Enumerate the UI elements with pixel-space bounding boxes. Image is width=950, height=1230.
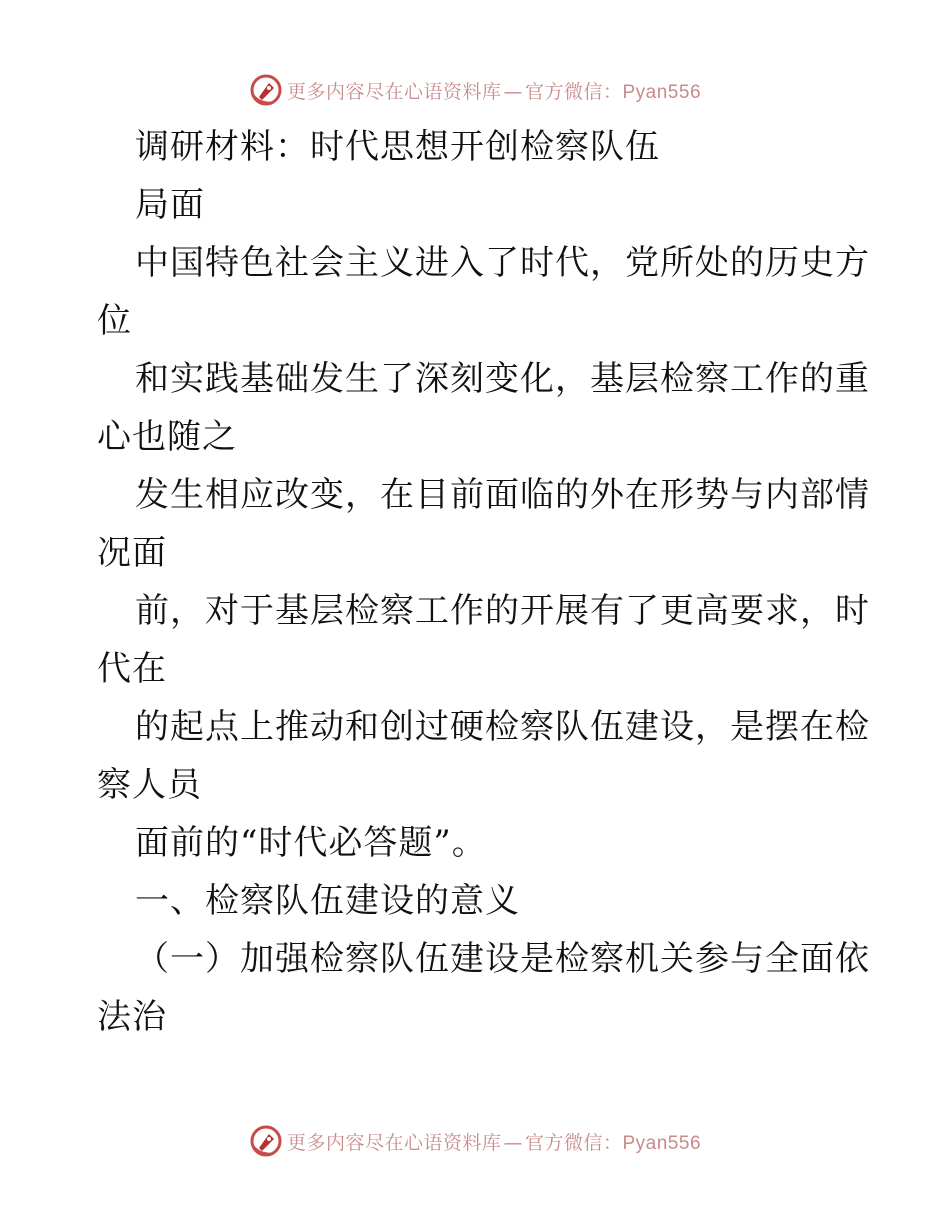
document-body [97, 118, 870, 1046]
paragraph-line: 察人员 [97, 765, 202, 805]
paragraph-line: 中国特色社会主义进入了时代，党所处的历史方 [135, 243, 870, 283]
pen-nib-logo-icon [249, 73, 283, 107]
paragraph-line: 法治 [97, 997, 167, 1037]
watermark-site-name: 更多内容尽在心语资料库 [286, 80, 502, 103]
watermark-text [287, 77, 701, 104]
paragraph-line: 代在 [97, 649, 167, 689]
paragraph-line: 的起点上推动和创过硬检察队伍建设，是摆在检 [135, 707, 870, 747]
paragraph-line: 发生相应改变，在目前面临的外在形势与内部情 [135, 475, 870, 515]
paragraph-line: 一、检察队伍建设的意义 [135, 881, 520, 921]
pen-nib-logo-icon [249, 1124, 283, 1158]
paragraph-line: 局面 [135, 185, 205, 225]
watermark-wechat-id: Pyan556 [622, 1132, 702, 1154]
watermark-wechat-label: 官方微信： [524, 80, 623, 103]
header-watermark [0, 70, 950, 110]
paragraph-line: 前，对于基层检察工作的开展有了更高要求，时 [135, 591, 870, 631]
watermark-wechat-label: 官方微信： [524, 1131, 623, 1154]
paragraph-line: 况面 [97, 533, 167, 573]
paragraph-line: （一）加强检察队伍建设是检察机关参与全面依 [135, 939, 870, 979]
paragraph-line: 位 [97, 301, 132, 341]
watermark-dash: — [503, 80, 523, 103]
paragraph-line: 心也随之 [97, 417, 237, 457]
footer-watermark [0, 1121, 950, 1161]
watermark-text [287, 1128, 701, 1155]
paragraph-line: 调研材料：时代思想开创检察队伍 [135, 127, 660, 167]
watermark-site-name: 更多内容尽在心语资料库 [286, 1131, 502, 1154]
paragraph-line: 和实践基础发生了深刻变化，基层检察工作的重 [135, 359, 870, 399]
watermark-wechat-id: Pyan556 [622, 81, 702, 103]
paragraph-line: 面前的“时代必答题”。 [135, 823, 487, 863]
watermark-dash: — [503, 1131, 523, 1154]
